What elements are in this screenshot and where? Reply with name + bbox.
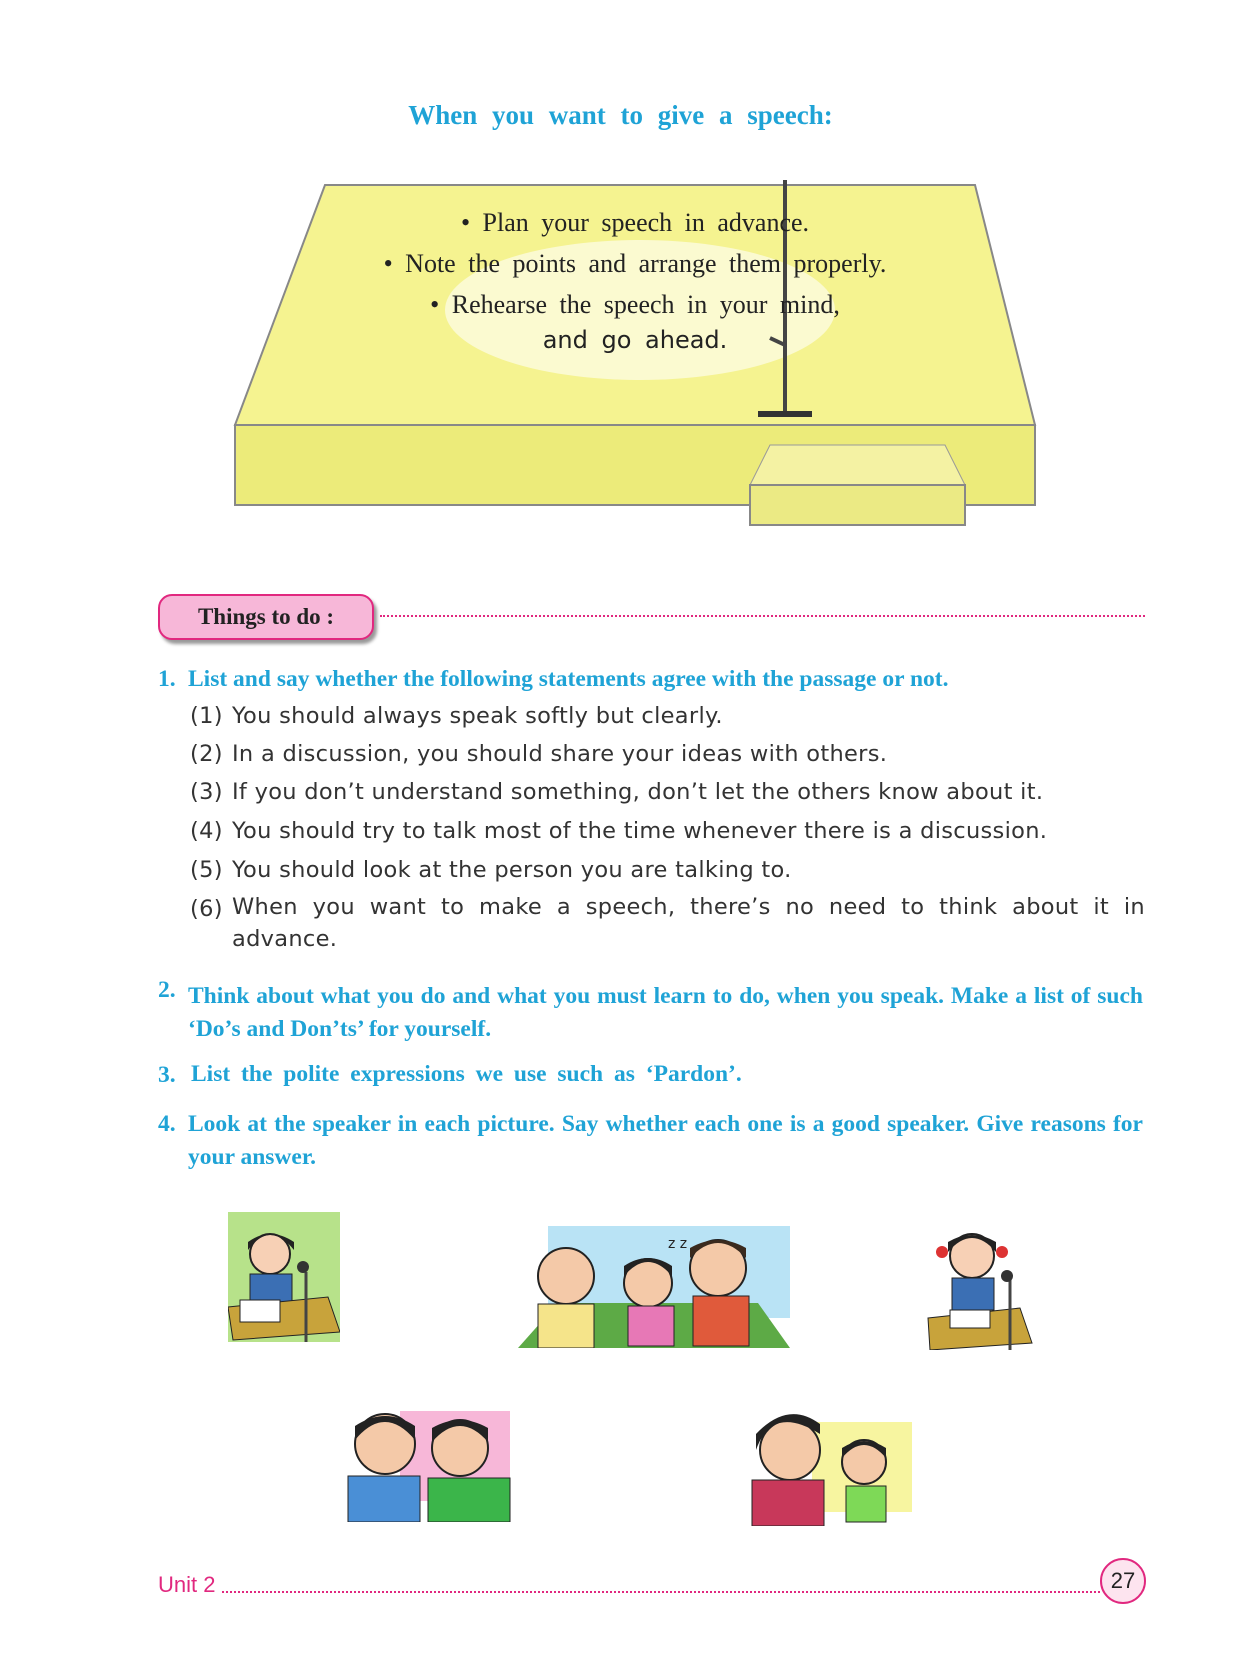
page-heading: When you want to give a speech: (408, 100, 833, 130)
picture-old-man-talking (518, 1218, 790, 1348)
svg-text:z z: z z (668, 1236, 688, 1252)
page-number: 27 (1100, 1558, 1146, 1604)
things-to-do-label: Things to do : (158, 594, 374, 640)
picture-girl-reading-speech (228, 1212, 340, 1342)
q1-item-1: (1) You should always speak softly but clearly. (190, 703, 723, 729)
q1-text: List and say whether the following statements agree with the passage or not. (188, 666, 949, 692)
divider (380, 615, 1145, 617)
q4-text: Look at the speaker in each picture. Say whether each one is a good speaker. Give reasons for your answer. (188, 1111, 1143, 1170)
q1-item-2: (2) In a discussion, you should share your ideas with others. (190, 741, 888, 767)
q3-number: 3. (158, 1062, 176, 1088)
q2-number: 2. (158, 977, 176, 1003)
tip-2: • Note the points and arrange them properly. (383, 249, 887, 278)
picture-girl-speaking-podium (920, 1218, 1038, 1350)
q1-item-3: (3) If you don’t understand something, don’t let the others know about it. (190, 779, 1044, 805)
q1-item-6: (6) When you want to make a speech, there’s no need to think about it in advance. (190, 894, 1145, 952)
tip-1: • Plan your speech in advance. (460, 208, 810, 237)
q4-number: 4. (158, 1111, 176, 1137)
q2-text: Think about what you do and what you must learn to do, when you speak. Make a list of such ‘Do’s and Don’ts’ for yourself. (188, 983, 1143, 1042)
q1-item-4: (4) You should try to talk most of the time whenever there is a discussion. (190, 818, 1048, 844)
picture-man-speaking-boy-covering-ear (330, 1396, 520, 1522)
picture-woman-talking-to-girl (742, 1400, 912, 1526)
tip-3-cont: and go ahead. (542, 326, 728, 354)
q3-text: List the polite expressions we use such as ‘Pardon’. (191, 1061, 742, 1087)
footer-divider (222, 1591, 1100, 1593)
footer-unit: Unit 2 (158, 1572, 216, 1597)
q1-item-5: (5) You should look at the person you are talking to. (190, 857, 792, 883)
tip-3: • Rehearse the speech in your mind, (430, 290, 840, 319)
q1-number: 1. (158, 666, 176, 692)
